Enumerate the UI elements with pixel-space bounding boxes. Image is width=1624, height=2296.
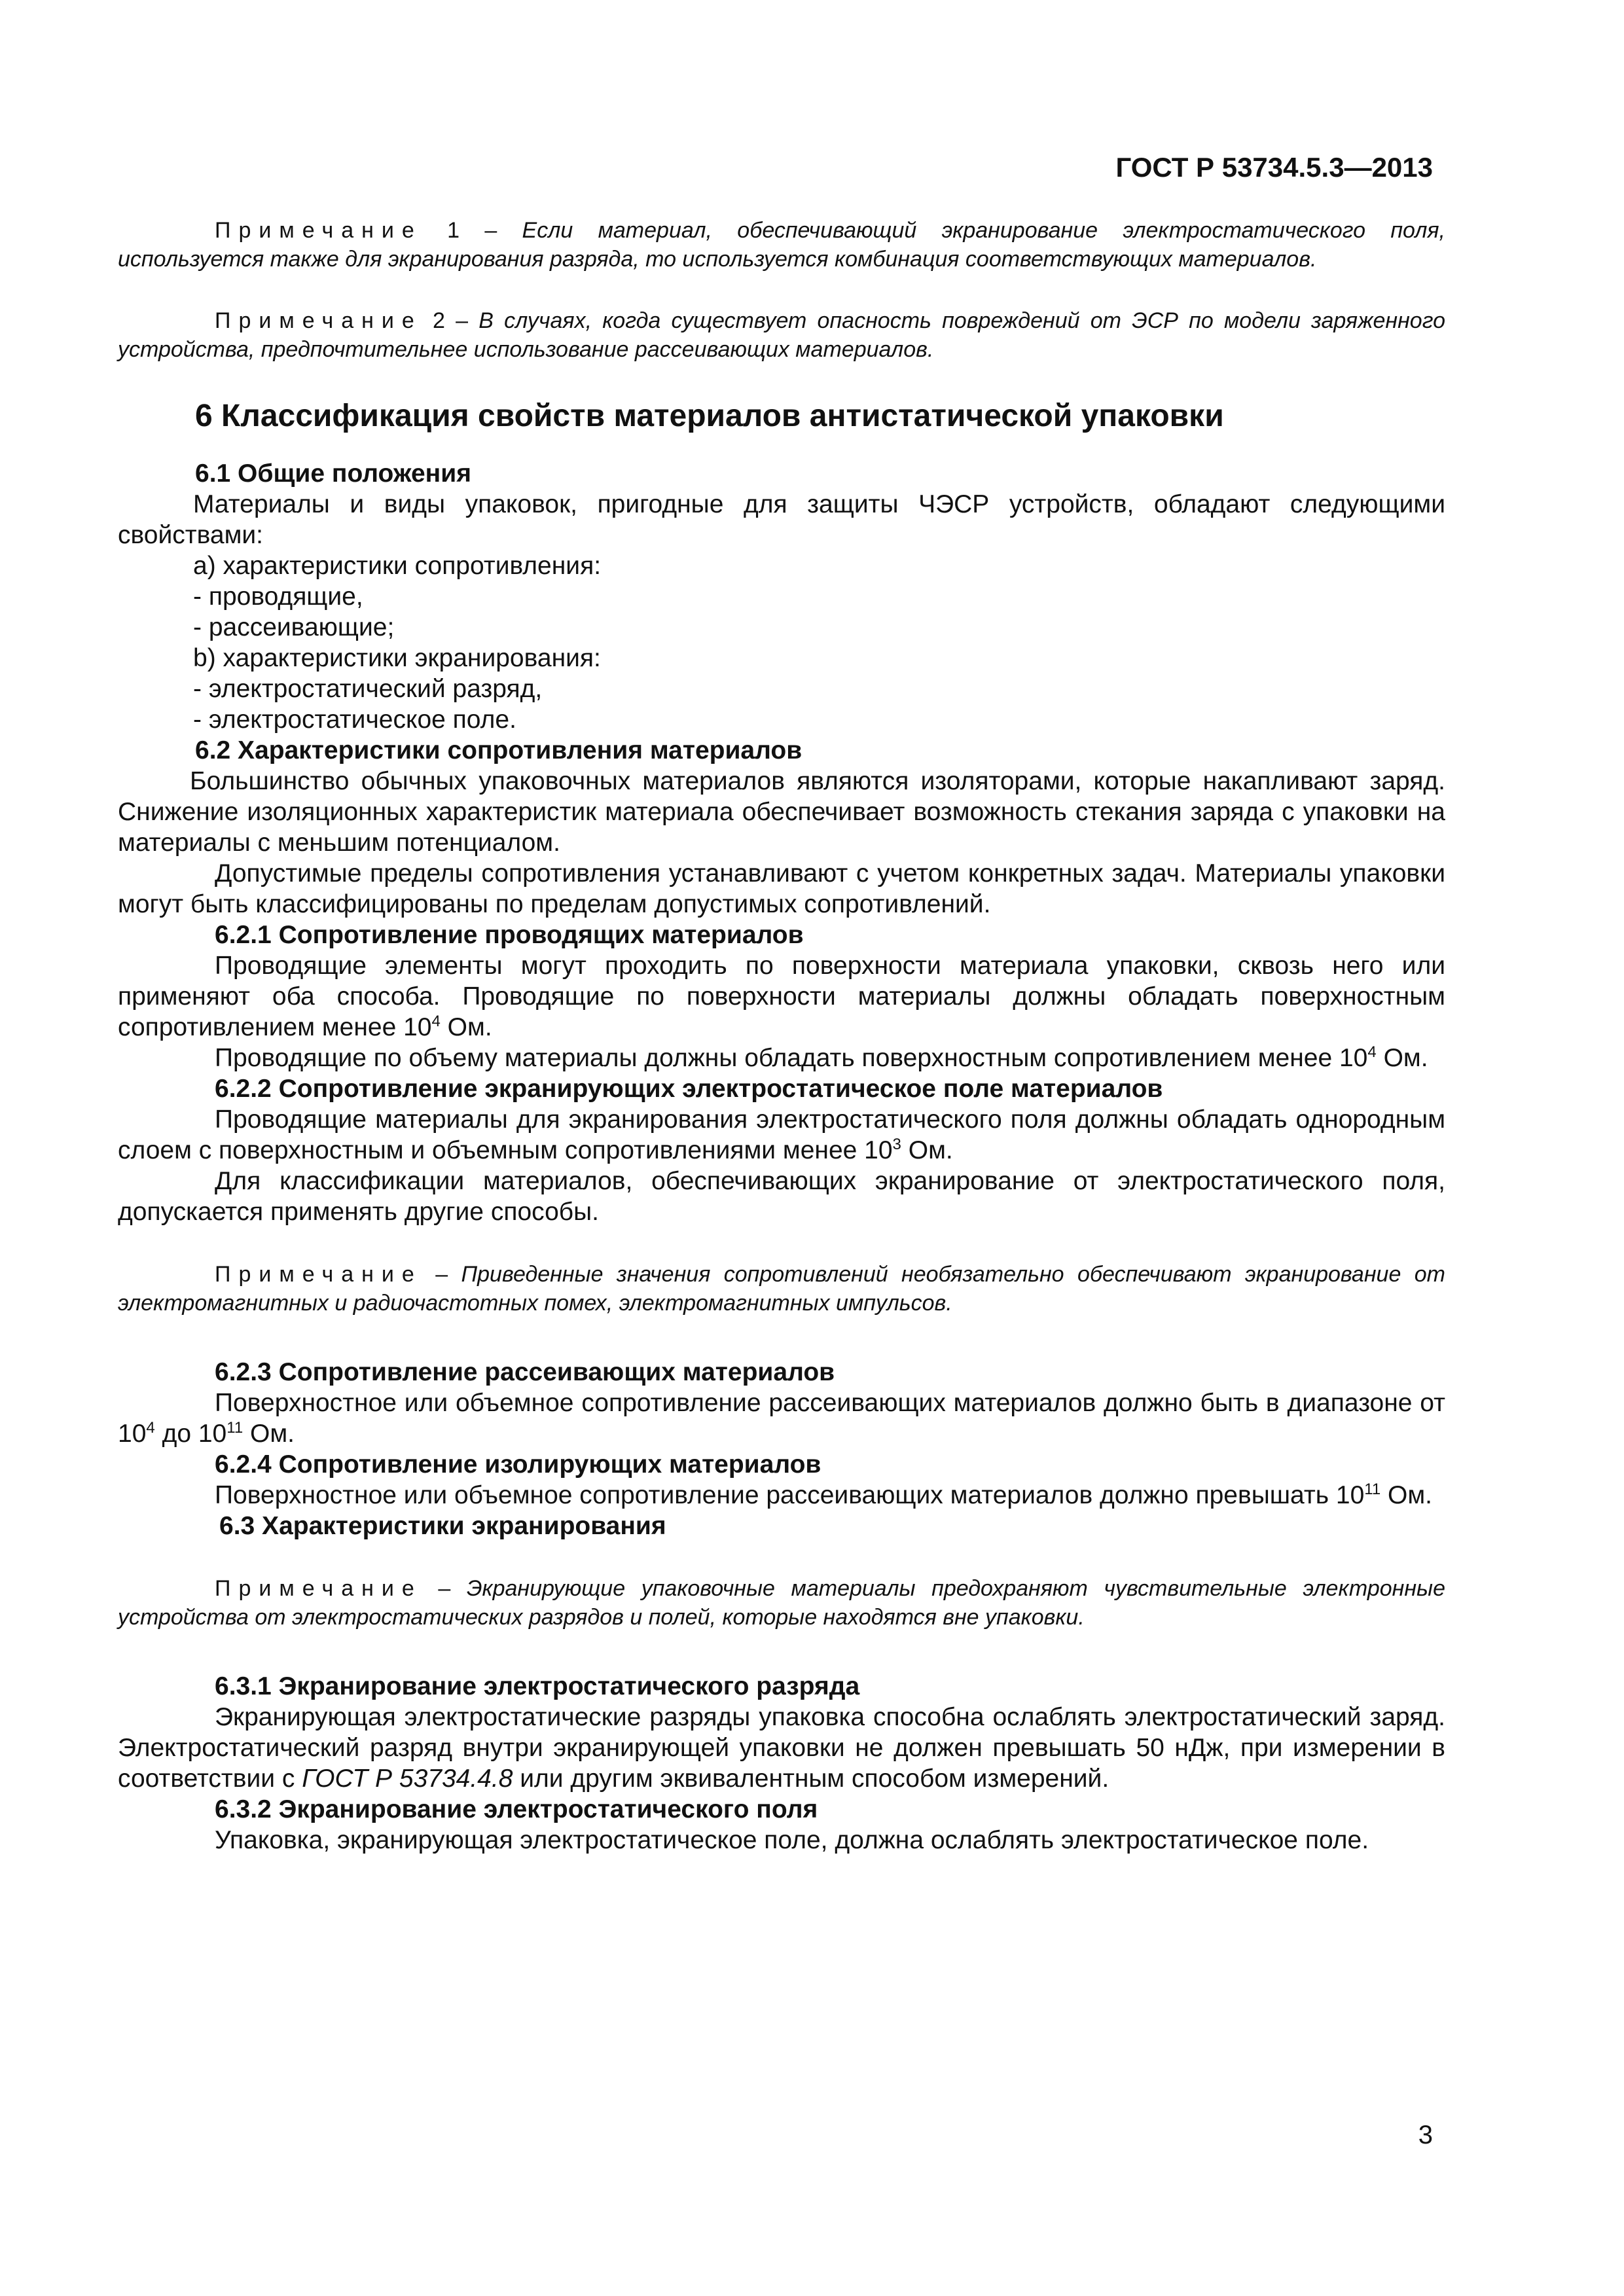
section-6-2-1-title: 6.2.1 Сопротивление проводящих материалов (215, 921, 804, 949)
section-6-title: 6 Классификация свойств материалов антистатической упаковки (195, 399, 1224, 433)
section-6-2-paragraph-1: Большинство обычных упаковочных материалов являются изоляторами, которые накапливают заряд. Снижение изоляционных характеристик материала обеспечивает возможность стекания заряда с упаковки на материалы с меньшим потенциалом. (118, 767, 1445, 857)
standard-code: ГОСТ Р 53734.5.3—2013 (1115, 152, 1433, 183)
standard-reference: ГОСТ Р 53734.4.8 (302, 1765, 513, 1793)
section-6-3-1-title: 6.3.1 Экранирование электростатического разряда (215, 1672, 860, 1700)
note-1: Примечание 1 – Если материал, обеспечивающий экранирование электростатического поля, используется также для экранирования разряда, то используется комбинация соответствующих материалов. (118, 218, 1445, 272)
list-item: b) характеристики экранирования: (193, 644, 601, 672)
section-6-2-2-paragraph-2: Для классификации материалов, обеспечивающих экранирование от электростатического поля, допускается применять другие способы. (118, 1167, 1445, 1226)
note-2: Примечание 2 – В случаях, когда существует опасность повреждений от ЭСР по модели заряженного устройства, предпочтительнее использование рассеивающих материалов. (118, 308, 1445, 362)
section-6-2-paragraph-2: Допустимые пределы сопротивления устанавливают с учетом конкретных задач. Материалы упаковки могут быть классифицированы по пределам допустимых сопротивлений. (118, 859, 1445, 918)
list-item: а) характеристики сопротивления: (193, 552, 602, 580)
page-number: 3 (1418, 2121, 1433, 2149)
section-6-2-1-paragraph-2: Проводящие по объему материалы должны обладать поверхностным сопротивлением менее $10^4$ Ом. (215, 1043, 1428, 1072)
section-6-2-1-paragraph-1: Проводящие элементы могут проходить по поверхности материала упаковки, сквозь него или применяют оба способа. Проводящие по поверхности материалы должны обладать поверхностным сопротивлением менее $10^4$ Ом. (118, 952, 1445, 1041)
section-6-2-title: 6.2 Характеристики сопротивления материалов (195, 736, 803, 764)
list-item: - проводящие, (193, 583, 363, 611)
note-3: Примечание – Приведенные значения сопротивлений необязательно обеспечивают экранирование от электромагнитных и радиочастотных помех, электромагнитных импульсов. (118, 1262, 1445, 1316)
section-6-2-3-paragraph-1: Поверхностное или объемное сопротивление рассеивающих материалов должно быть в диапазоне от $10^4$ до $10^{11}$ Ом. (118, 1389, 1445, 1448)
list-item: - электростатическое поле. (193, 706, 516, 734)
section-6-3-1-paragraph-1: Экранирующая электростатические разряды упаковка способна ослаблять электростатический заряд. Электростатический разряд внутри экранирующей упаковки не должен превышать 50 нДж, при измерении в соответствии с ГОСТ Р 53734.4.8 или другим эквивалентным способом измерений. (118, 1703, 1445, 1793)
section-6-2-3-title: 6.2.3 Сопротивление рассеивающих материалов (215, 1358, 835, 1386)
list-item: - рассеивающие; (193, 613, 395, 641)
note-4: Примечание – Экранирующие упаковочные материалы предохраняют чувствительные электронные устройства от электростатических разрядов и полей, которые находятся вне упаковки. (118, 1576, 1445, 1630)
section-6-2-2-title: 6.2.2 Сопротивление экранирующих электростатическое поле материалов (215, 1075, 1163, 1103)
list-item: - электростатический разряд, (193, 675, 543, 703)
section-6-2-4-title: 6.2.4 Сопротивление изолирующих материалов (215, 1450, 821, 1479)
section-6-1-intro: Материалы и виды упаковок, пригодные для защиты ЧЭСР устройств, обладают следующими свойствами: (118, 490, 1445, 549)
section-6-3-2-paragraph-1: Упаковка, экранирующая электростатическое поле, должна ослаблять электростатическое поле. (215, 1826, 1369, 1854)
section-6-3-title: 6.3 Характеристики экранирования (219, 1512, 666, 1540)
section-6-3-2-title: 6.3.2 Экранирование электростатического поля (215, 1795, 818, 1823)
section-6-2-4-paragraph-1: Поверхностное или объемное сопротивление рассеивающих материалов должно превышать $10^{11}$ Ом. (215, 1480, 1433, 1509)
page-content (118, 216, 1445, 1856)
section-6-1-title: 6.1 Общие положения (195, 459, 471, 488)
section-6-2-2-paragraph-1: Проводящие материалы для экранирования электростатического поля должны обладать однородным слоем с поверхностным и объемным сопротивлениями менее $10^3$ Ом. (118, 1105, 1445, 1164)
